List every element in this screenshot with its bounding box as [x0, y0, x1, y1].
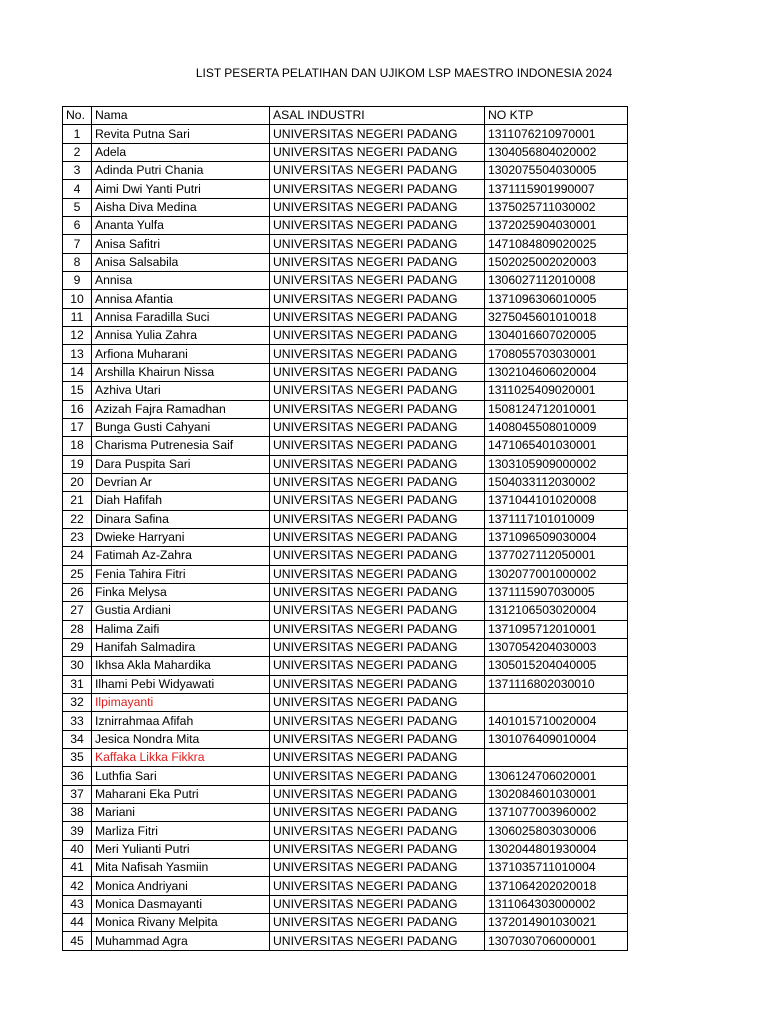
cell-asal-industri: UNIVERSITAS NEGERI PADANG — [270, 437, 485, 455]
cell-nama: Marliza Fitri — [92, 822, 270, 840]
header-asal-industri: ASAL INDUSTRI — [270, 107, 485, 125]
cell-asal-industri: UNIVERSITAS NEGERI PADANG — [270, 547, 485, 565]
table-row — [63, 327, 628, 345]
cell-nama: Azhiva Utari — [92, 382, 270, 400]
table-row — [63, 675, 628, 693]
cell-no: 20 — [63, 473, 92, 491]
cell-no: 33 — [63, 712, 92, 730]
cell-no: 40 — [63, 840, 92, 858]
cell-no-ktp: 1371096509030004 — [485, 528, 628, 546]
cell-asal-industri: UNIVERSITAS NEGERI PADANG — [270, 327, 485, 345]
cell-asal-industri: UNIVERSITAS NEGERI PADANG — [270, 804, 485, 822]
cell-nama: Ilhami Pebi Widyawati — [92, 675, 270, 693]
cell-no: 16 — [63, 400, 92, 418]
cell-asal-industri: UNIVERSITAS NEGERI PADANG — [270, 565, 485, 583]
cell-nama: Fatimah Az-Zahra — [92, 547, 270, 565]
cell-no: 10 — [63, 290, 92, 308]
table-row — [63, 473, 628, 491]
cell-nama: Jesica Nondra Mita — [92, 730, 270, 748]
table-row — [63, 290, 628, 308]
cell-nama: Halima Zaifi — [92, 620, 270, 638]
cell-no: 32 — [63, 694, 92, 712]
cell-no-ktp: 1408045508010009 — [485, 418, 628, 436]
cell-nama: Monica Dasmayanti — [92, 895, 270, 913]
cell-asal-industri: UNIVERSITAS NEGERI PADANG — [270, 143, 485, 161]
cell-no: 4 — [63, 180, 92, 198]
cell-nama: Diah Hafifah — [92, 492, 270, 510]
cell-no-ktp: 1311064303000002 — [485, 895, 628, 913]
cell-nama: Mariani — [92, 804, 270, 822]
cell-no-ktp: 1306124706020001 — [485, 767, 628, 785]
cell-no-ktp: 1304016607020005 — [485, 327, 628, 345]
cell-asal-industri: UNIVERSITAS NEGERI PADANG — [270, 694, 485, 712]
table-row — [63, 235, 628, 253]
cell-nama: Hanifah Salmadira — [92, 638, 270, 656]
table-row — [63, 437, 628, 455]
cell-nama: Dwieke Harryani — [92, 528, 270, 546]
table-row — [63, 510, 628, 528]
cell-nama: Revita Putna Sari — [92, 125, 270, 143]
cell-no: 31 — [63, 675, 92, 693]
cell-no: 38 — [63, 804, 92, 822]
table-row — [63, 859, 628, 877]
cell-no-ktp: 1371115901990007 — [485, 180, 628, 198]
table-row — [63, 253, 628, 271]
table-row — [63, 822, 628, 840]
cell-no: 8 — [63, 253, 92, 271]
cell-no-ktp: 1371064202020018 — [485, 877, 628, 895]
cell-no-ktp: 1371095712010001 — [485, 620, 628, 638]
table-row — [63, 528, 628, 546]
table-row — [63, 180, 628, 198]
table-row — [63, 730, 628, 748]
cell-asal-industri: UNIVERSITAS NEGERI PADANG — [270, 198, 485, 216]
cell-no: 23 — [63, 528, 92, 546]
cell-asal-industri: UNIVERSITAS NEGERI PADANG — [270, 895, 485, 913]
cell-no: 24 — [63, 547, 92, 565]
cell-no-ktp: 1302044801930004 — [485, 840, 628, 858]
cell-nama: Annisa Faradilla Suci — [92, 308, 270, 326]
cell-nama: Muhammad Agra — [92, 932, 270, 950]
cell-no-ktp: 1375025711030002 — [485, 198, 628, 216]
cell-nama: Meri Yulianti Putri — [92, 840, 270, 858]
table-row — [63, 492, 628, 510]
cell-nama: Adinda Putri Chania — [92, 162, 270, 180]
table-row — [63, 345, 628, 363]
cell-nama: Gustia Ardiani — [92, 602, 270, 620]
cell-no: 18 — [63, 437, 92, 455]
cell-no-ktp: 1471065401030001 — [485, 437, 628, 455]
table-row — [63, 565, 628, 583]
table-row — [63, 914, 628, 932]
cell-no-ktp: 1312106503020004 — [485, 602, 628, 620]
cell-asal-industri: UNIVERSITAS NEGERI PADANG — [270, 510, 485, 528]
document-title: LIST PESERTA PELATIHAN DAN UJIKOM LSP MAESTRO INDONESIA 2024 — [195, 66, 613, 80]
cell-no-ktp: 1302084601030001 — [485, 785, 628, 803]
cell-asal-industri: UNIVERSITAS NEGERI PADANG — [270, 767, 485, 785]
cell-nama: Aisha Diva Medina — [92, 198, 270, 216]
cell-no-ktp: 1301076409010004 — [485, 730, 628, 748]
cell-no: 30 — [63, 657, 92, 675]
cell-no: 37 — [63, 785, 92, 803]
cell-asal-industri: UNIVERSITAS NEGERI PADANG — [270, 914, 485, 932]
cell-nama: Ananta Yulfa — [92, 217, 270, 235]
cell-asal-industri: UNIVERSITAS NEGERI PADANG — [270, 455, 485, 473]
cell-nama: Bunga Gusti Cahyani — [92, 418, 270, 436]
table-row — [63, 272, 628, 290]
cell-asal-industri: UNIVERSITAS NEGERI PADANG — [270, 932, 485, 950]
table-row — [63, 895, 628, 913]
cell-no-ktp: 1306025803030006 — [485, 822, 628, 840]
cell-no-ktp: 1311025409020001 — [485, 382, 628, 400]
table-row — [63, 162, 628, 180]
cell-asal-industri: UNIVERSITAS NEGERI PADANG — [270, 382, 485, 400]
cell-no: 5 — [63, 198, 92, 216]
cell-no: 1 — [63, 125, 92, 143]
cell-nama: Annisa Afantia — [92, 290, 270, 308]
cell-asal-industri: UNIVERSITAS NEGERI PADANG — [270, 638, 485, 656]
cell-no: 25 — [63, 565, 92, 583]
cell-no-ktp: 1371035711010004 — [485, 859, 628, 877]
cell-asal-industri: UNIVERSITAS NEGERI PADANG — [270, 859, 485, 877]
cell-no-ktp — [485, 749, 628, 767]
cell-asal-industri: UNIVERSITAS NEGERI PADANG — [270, 272, 485, 290]
cell-asal-industri: UNIVERSITAS NEGERI PADANG — [270, 253, 485, 271]
cell-no: 22 — [63, 510, 92, 528]
cell-no-ktp: 1708055703030001 — [485, 345, 628, 363]
cell-nama: Aimi Dwi Yanti Putri — [92, 180, 270, 198]
table-row — [63, 602, 628, 620]
table-row — [63, 125, 628, 143]
cell-asal-industri: UNIVERSITAS NEGERI PADANG — [270, 583, 485, 601]
table-row — [63, 217, 628, 235]
cell-asal-industri: UNIVERSITAS NEGERI PADANG — [270, 822, 485, 840]
table-row — [63, 877, 628, 895]
cell-asal-industri: UNIVERSITAS NEGERI PADANG — [270, 712, 485, 730]
cell-no-ktp: 1401015710020004 — [485, 712, 628, 730]
table-body — [63, 125, 628, 950]
cell-nama: Annisa — [92, 272, 270, 290]
cell-asal-industri: UNIVERSITAS NEGERI PADANG — [270, 125, 485, 143]
cell-no-ktp: 1305015204040005 — [485, 657, 628, 675]
cell-nama: Anisa Safitri — [92, 235, 270, 253]
cell-nama: Annisa Yulia Zahra — [92, 327, 270, 345]
cell-no: 15 — [63, 382, 92, 400]
cell-nama: Kaffaka Likka Fikkra — [92, 749, 270, 767]
cell-nama: Mita Nafisah Yasmiin — [92, 859, 270, 877]
cell-no: 19 — [63, 455, 92, 473]
cell-no-ktp: 1372014901030021 — [485, 914, 628, 932]
table-row — [63, 712, 628, 730]
cell-no: 29 — [63, 638, 92, 656]
cell-no-ktp: 1371077003960002 — [485, 804, 628, 822]
header-nama: Nama — [92, 107, 270, 125]
table-row — [63, 638, 628, 656]
cell-no: 34 — [63, 730, 92, 748]
cell-asal-industri: UNIVERSITAS NEGERI PADANG — [270, 675, 485, 693]
cell-no: 3 — [63, 162, 92, 180]
cell-asal-industri: UNIVERSITAS NEGERI PADANG — [270, 620, 485, 638]
cell-no-ktp: 3275045601010018 — [485, 308, 628, 326]
cell-no-ktp: 1304056804020002 — [485, 143, 628, 161]
cell-no: 43 — [63, 895, 92, 913]
cell-no: 13 — [63, 345, 92, 363]
cell-nama: Iznirrahmaa Afifah — [92, 712, 270, 730]
cell-no: 39 — [63, 822, 92, 840]
table-row — [63, 804, 628, 822]
cell-asal-industri: UNIVERSITAS NEGERI PADANG — [270, 877, 485, 895]
header-no: No. — [63, 107, 92, 125]
table-row — [63, 400, 628, 418]
cell-no-ktp: 1303105909000002 — [485, 455, 628, 473]
table-row — [63, 547, 628, 565]
cell-asal-industri: UNIVERSITAS NEGERI PADANG — [270, 290, 485, 308]
cell-no: 17 — [63, 418, 92, 436]
cell-asal-industri: UNIVERSITAS NEGERI PADANG — [270, 345, 485, 363]
table-row — [63, 749, 628, 767]
cell-no: 6 — [63, 217, 92, 235]
table-row — [63, 418, 628, 436]
cell-no: 27 — [63, 602, 92, 620]
cell-asal-industri: UNIVERSITAS NEGERI PADANG — [270, 308, 485, 326]
cell-no: 36 — [63, 767, 92, 785]
cell-no: 28 — [63, 620, 92, 638]
cell-nama: Dinara Safina — [92, 510, 270, 528]
cell-no: 42 — [63, 877, 92, 895]
cell-no-ktp: 1371116802030010 — [485, 675, 628, 693]
table-header-row — [63, 107, 628, 125]
cell-no: 12 — [63, 327, 92, 345]
table-row — [63, 382, 628, 400]
cell-nama: Adela — [92, 143, 270, 161]
cell-asal-industri: UNIVERSITAS NEGERI PADANG — [270, 749, 485, 767]
cell-asal-industri: UNIVERSITAS NEGERI PADANG — [270, 657, 485, 675]
cell-nama: Monica Rivany Melpita — [92, 914, 270, 932]
cell-no-ktp: 1371044101020008 — [485, 492, 628, 510]
cell-nama: Arfiona Muharani — [92, 345, 270, 363]
cell-nama: Azizah Fajra Ramadhan — [92, 400, 270, 418]
table-row — [63, 455, 628, 473]
cell-no: 9 — [63, 272, 92, 290]
cell-asal-industri: UNIVERSITAS NEGERI PADANG — [270, 492, 485, 510]
cell-nama: Charisma Putrenesia Saif — [92, 437, 270, 455]
table-row — [63, 785, 628, 803]
cell-no-ktp: 1311076210970001 — [485, 125, 628, 143]
cell-no: 2 — [63, 143, 92, 161]
table-row — [63, 932, 628, 950]
cell-asal-industri: UNIVERSITAS NEGERI PADANG — [270, 180, 485, 198]
cell-no: 21 — [63, 492, 92, 510]
table-row — [63, 198, 628, 216]
participant-table — [62, 106, 628, 951]
cell-no-ktp: 1371096306010005 — [485, 290, 628, 308]
cell-no-ktp: 1302104606020004 — [485, 363, 628, 381]
cell-asal-industri: UNIVERSITAS NEGERI PADANG — [270, 400, 485, 418]
cell-nama: Finka Melysa — [92, 583, 270, 601]
header-no-ktp: NO KTP — [485, 107, 628, 125]
cell-no-ktp: 1371117101010009 — [485, 510, 628, 528]
table-row — [63, 308, 628, 326]
cell-asal-industri: UNIVERSITAS NEGERI PADANG — [270, 602, 485, 620]
cell-nama: Monica Andriyani — [92, 877, 270, 895]
cell-nama: Anisa Salsabila — [92, 253, 270, 271]
cell-asal-industri: UNIVERSITAS NEGERI PADANG — [270, 730, 485, 748]
cell-no: 35 — [63, 749, 92, 767]
cell-no-ktp: 1471084809020025 — [485, 235, 628, 253]
cell-asal-industri: UNIVERSITAS NEGERI PADANG — [270, 418, 485, 436]
cell-asal-industri: UNIVERSITAS NEGERI PADANG — [270, 363, 485, 381]
cell-no-ktp: 1502025002020003 — [485, 253, 628, 271]
cell-asal-industri: UNIVERSITAS NEGERI PADANG — [270, 840, 485, 858]
cell-asal-industri: UNIVERSITAS NEGERI PADANG — [270, 473, 485, 491]
cell-no-ktp: 1302075504030005 — [485, 162, 628, 180]
cell-no: 14 — [63, 363, 92, 381]
cell-asal-industri: UNIVERSITAS NEGERI PADANG — [270, 785, 485, 803]
cell-no-ktp: 1371115907030005 — [485, 583, 628, 601]
cell-no: 11 — [63, 308, 92, 326]
cell-nama: Arshilla Khairun Nissa — [92, 363, 270, 381]
table-row — [63, 767, 628, 785]
cell-no: 44 — [63, 914, 92, 932]
table-row — [63, 363, 628, 381]
cell-nama: Dara Puspita Sari — [92, 455, 270, 473]
cell-nama: Fenia Tahira Fitri — [92, 565, 270, 583]
table-row — [63, 620, 628, 638]
cell-asal-industri: UNIVERSITAS NEGERI PADANG — [270, 217, 485, 235]
cell-no-ktp: 1307030706000001 — [485, 932, 628, 950]
cell-no-ktp: 1372025904030001 — [485, 217, 628, 235]
cell-no-ktp: 1377027112050001 — [485, 547, 628, 565]
cell-no-ktp: 1307054204030003 — [485, 638, 628, 656]
cell-nama: Ikhsa Akla Mahardika — [92, 657, 270, 675]
cell-asal-industri: UNIVERSITAS NEGERI PADANG — [270, 528, 485, 546]
cell-no: 7 — [63, 235, 92, 253]
cell-no-ktp: 1302077001000002 — [485, 565, 628, 583]
cell-nama: Maharani Eka Putri — [92, 785, 270, 803]
cell-no-ktp — [485, 694, 628, 712]
cell-nama: Luthfia Sari — [92, 767, 270, 785]
table-row — [63, 657, 628, 675]
table-row — [63, 840, 628, 858]
cell-no: 45 — [63, 932, 92, 950]
cell-no-ktp: 1508124712010001 — [485, 400, 628, 418]
table-row — [63, 583, 628, 601]
cell-asal-industri: UNIVERSITAS NEGERI PADANG — [270, 235, 485, 253]
cell-no-ktp: 1306027112010008 — [485, 272, 628, 290]
table-row — [63, 143, 628, 161]
cell-no: 26 — [63, 583, 92, 601]
table-row — [63, 694, 628, 712]
cell-asal-industri: UNIVERSITAS NEGERI PADANG — [270, 162, 485, 180]
cell-nama: Ilpimayanti — [92, 694, 270, 712]
cell-nama: Devrian Ar — [92, 473, 270, 491]
cell-no-ktp: 1504033112030002 — [485, 473, 628, 491]
cell-no: 41 — [63, 859, 92, 877]
